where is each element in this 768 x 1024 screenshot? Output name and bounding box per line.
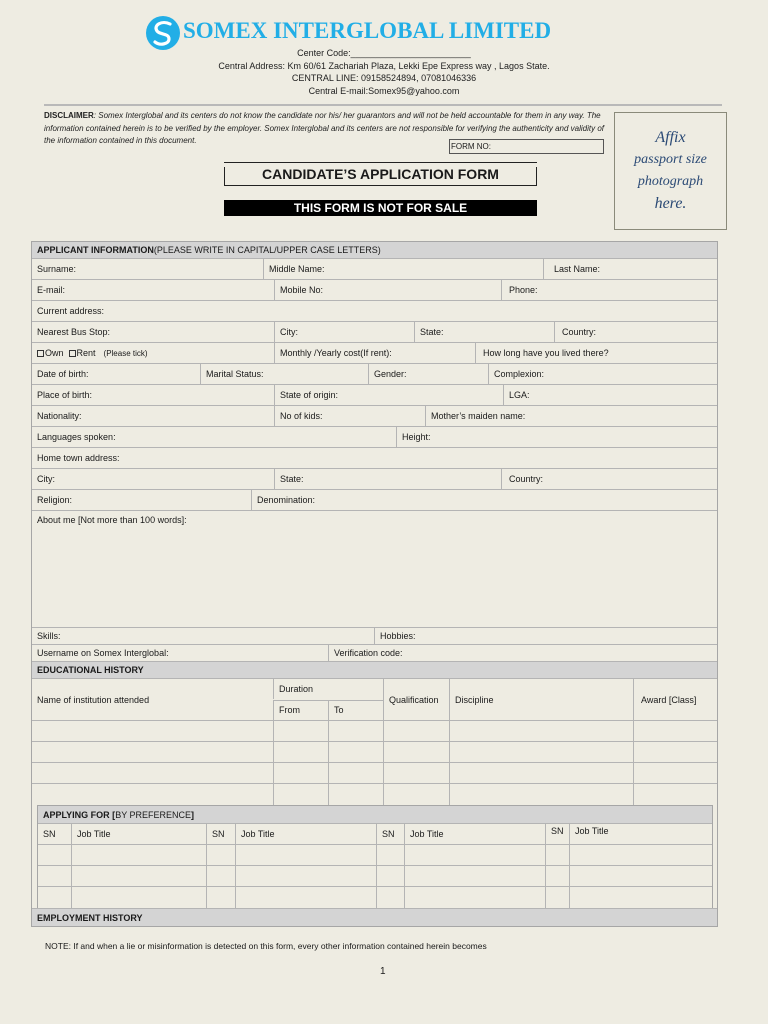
- award-col: Award [Class]: [633, 679, 717, 720]
- maiden-name-field[interactable]: Mother’s maiden name:: [425, 406, 717, 426]
- education-row[interactable]: [32, 721, 717, 742]
- city2-field[interactable]: City:: [37, 474, 55, 484]
- denomination-field[interactable]: Denomination:: [251, 490, 717, 510]
- form-row: [32, 628, 717, 645]
- country-field[interactable]: Country:: [554, 322, 717, 342]
- about-me-field[interactable]: About me [Not more than 100 words]:: [37, 515, 187, 525]
- rent-cost-field[interactable]: Monthly /Yearly cost(If rent):: [274, 343, 475, 363]
- applying-col-line: [569, 845, 570, 908]
- applying-column-header: [38, 824, 712, 845]
- form-title: CANDIDATE’S APPLICATION FORM: [224, 162, 537, 186]
- job-title-col-4: Job Title: [569, 824, 712, 844]
- applying-col-line: [71, 845, 72, 908]
- height-field[interactable]: Height:: [396, 427, 717, 447]
- photo-line-4: here.: [654, 195, 687, 212]
- form-row: [32, 645, 717, 662]
- application-form: [31, 241, 718, 927]
- institution-col: Name of institution attended: [37, 694, 150, 705]
- form-row: [32, 469, 717, 490]
- form-row: [32, 406, 717, 427]
- middle-name-field[interactable]: Middle Name:: [263, 259, 543, 279]
- hobbies-field[interactable]: Hobbies:: [374, 628, 717, 644]
- form-row: [32, 448, 717, 469]
- applicant-info-heading: [32, 242, 381, 258]
- last-name-field[interactable]: Last Name:: [543, 259, 717, 279]
- applying-heading-text: APPLYING FOR [: [43, 809, 116, 820]
- pob-field[interactable]: Place of birth:: [37, 390, 93, 400]
- religion-field[interactable]: Religion:: [37, 495, 73, 505]
- job-title-col-3: Job Title: [404, 824, 545, 844]
- photo-line-3: photograph: [637, 174, 704, 189]
- education-row[interactable]: [32, 763, 717, 784]
- applying-for-heading: [38, 806, 194, 823]
- surname-field[interactable]: Surname:: [37, 264, 77, 274]
- applying-col-line: [235, 845, 236, 908]
- footer-note: NOTE: If and when a lie or misinformation is detected on this form, every other information contained herein becomes: [45, 941, 487, 951]
- page-number: 1: [380, 966, 386, 977]
- applicant-info-header: [32, 242, 717, 259]
- email-field[interactable]: E-mail:: [37, 285, 66, 295]
- own-label: Own: [45, 348, 64, 358]
- applying-col-line: [376, 845, 377, 908]
- lga-field[interactable]: LGA:: [503, 385, 717, 405]
- form-row: [32, 364, 717, 385]
- employment-header: [32, 908, 717, 926]
- applying-row[interactable]: [38, 845, 712, 866]
- employment-heading: EMPLOYMENT HISTORY: [37, 912, 143, 923]
- central-address: Central Address: Km 60/61 Zachariah Plaza, Lekki Epe Express way , Lagos State.: [218, 61, 550, 71]
- applying-heading-note: BY PREFERENCE: [115, 809, 192, 820]
- applying-for-header: [38, 806, 712, 824]
- sn-col-1: SN: [43, 829, 56, 839]
- residence-type-cell: [32, 343, 274, 363]
- bus-stop-field[interactable]: Nearest Bus Stop:: [37, 327, 111, 337]
- from-col: From: [273, 700, 328, 720]
- not-for-sale-banner: THIS FORM IS NOT FOR SALE: [224, 200, 537, 216]
- form-row: [32, 322, 717, 343]
- education-heading: EDUCATIONAL HISTORY: [37, 665, 144, 675]
- form-number-field[interactable]: FORM NO:: [449, 139, 604, 154]
- applying-for-table: [37, 805, 713, 908]
- nationality-field[interactable]: Nationality:: [37, 411, 82, 421]
- rent-checkbox[interactable]: [69, 350, 76, 357]
- applying-heading-close: ]: [191, 809, 195, 820]
- own-checkbox[interactable]: [37, 350, 44, 357]
- job-title-col-2: Job Title: [235, 824, 376, 844]
- form-row: [32, 511, 717, 628]
- applying-col-line: [545, 845, 546, 908]
- complexion-field[interactable]: Complexion:: [488, 364, 717, 384]
- edu-col-line: [449, 721, 450, 805]
- form-row: [32, 427, 717, 448]
- form-row: [32, 301, 717, 322]
- applying-row[interactable]: [38, 866, 712, 887]
- edu-col-line: [273, 721, 274, 805]
- header-divider: [44, 104, 722, 106]
- state-field[interactable]: State:: [414, 322, 554, 342]
- form-row: [32, 280, 717, 301]
- form-row: [32, 259, 717, 280]
- mobile-field[interactable]: Mobile No:: [274, 280, 501, 300]
- education-column-header: [32, 679, 717, 721]
- rent-label: Rent: [76, 348, 96, 358]
- applicant-heading-text: APPLICANT INFORMATION: [37, 245, 154, 255]
- edu-col-line: [633, 721, 634, 805]
- dob-field[interactable]: Date of birth:: [37, 369, 89, 379]
- applying-col-line: [404, 845, 405, 908]
- photo-line-2: passport size: [634, 152, 707, 167]
- to-col: To: [328, 700, 383, 720]
- country2-field[interactable]: Country:: [501, 469, 717, 489]
- gender-field[interactable]: Gender:: [368, 364, 488, 384]
- education-row[interactable]: [32, 784, 717, 805]
- company-logo-icon: [145, 15, 181, 51]
- education-row[interactable]: [32, 742, 717, 763]
- phone-field[interactable]: Phone:: [501, 280, 717, 300]
- job-title-col-1: Job Title: [71, 824, 206, 844]
- username-field[interactable]: Username on Somex Interglobal:: [37, 648, 169, 658]
- sn-col-4: SN: [545, 824, 569, 844]
- center-code: Center Code:________________________: [297, 48, 471, 58]
- photo-line-1: Affix: [655, 129, 686, 146]
- applying-col-line: [206, 845, 207, 908]
- passport-photo-box[interactable]: [614, 112, 727, 230]
- verification-code-field[interactable]: Verification code:: [328, 645, 717, 661]
- marital-status-field[interactable]: Marital Status:: [200, 364, 368, 384]
- discipline-col: Discipline: [449, 679, 633, 720]
- edu-col-line: [383, 721, 384, 805]
- please-tick-label: (Please tick): [103, 348, 148, 358]
- central-line: CENTRAL LINE: 09158524894, 07081046336: [291, 73, 477, 83]
- central-email: Central E-mail:Somex95@yahoo.com: [308, 86, 460, 96]
- qualification-col: Qualification: [383, 679, 449, 720]
- skills-field[interactable]: Skills:: [37, 631, 61, 641]
- current-address-field[interactable]: Current address:: [37, 306, 105, 316]
- form-row: [32, 385, 717, 406]
- state2-field[interactable]: State:: [274, 469, 501, 489]
- form-row: [32, 343, 717, 364]
- kids-field[interactable]: No of kids:: [274, 406, 425, 426]
- sn-col-3: SN: [376, 824, 404, 844]
- home-town-field[interactable]: Home town address:: [37, 453, 120, 463]
- applicant-heading-note: (PLEASE WRITE IN CAPITAL/UPPER CASE LETTERS): [153, 245, 381, 255]
- city-field[interactable]: City:: [274, 322, 414, 342]
- duration-col: Duration: [273, 679, 383, 699]
- applying-row[interactable]: [38, 887, 712, 908]
- edu-col-line: [328, 721, 329, 805]
- form-row: [32, 490, 717, 511]
- education-header: [32, 662, 717, 679]
- how-long-field[interactable]: How long have you lived there?: [475, 343, 717, 363]
- disclaimer-label: DISCLAIMER: [44, 111, 94, 120]
- languages-field[interactable]: Languages spoken:: [37, 432, 116, 442]
- sn-col-2: SN: [206, 824, 235, 844]
- state-of-origin-field[interactable]: State of origin:: [274, 385, 503, 405]
- company-name: SOMEX INTERGLOBAL LIMITED: [183, 18, 552, 43]
- disclaimer-text: : Somex Interglobal and its centers do not know the candidate nor his/ her guarantors and will not be held accountable for them in any way. The information contained herein is to be verified by the employer. Somex Interglobal and its centers are not responsible for verifying the authenticity and validity of the information contained in this document.: [44, 111, 605, 145]
